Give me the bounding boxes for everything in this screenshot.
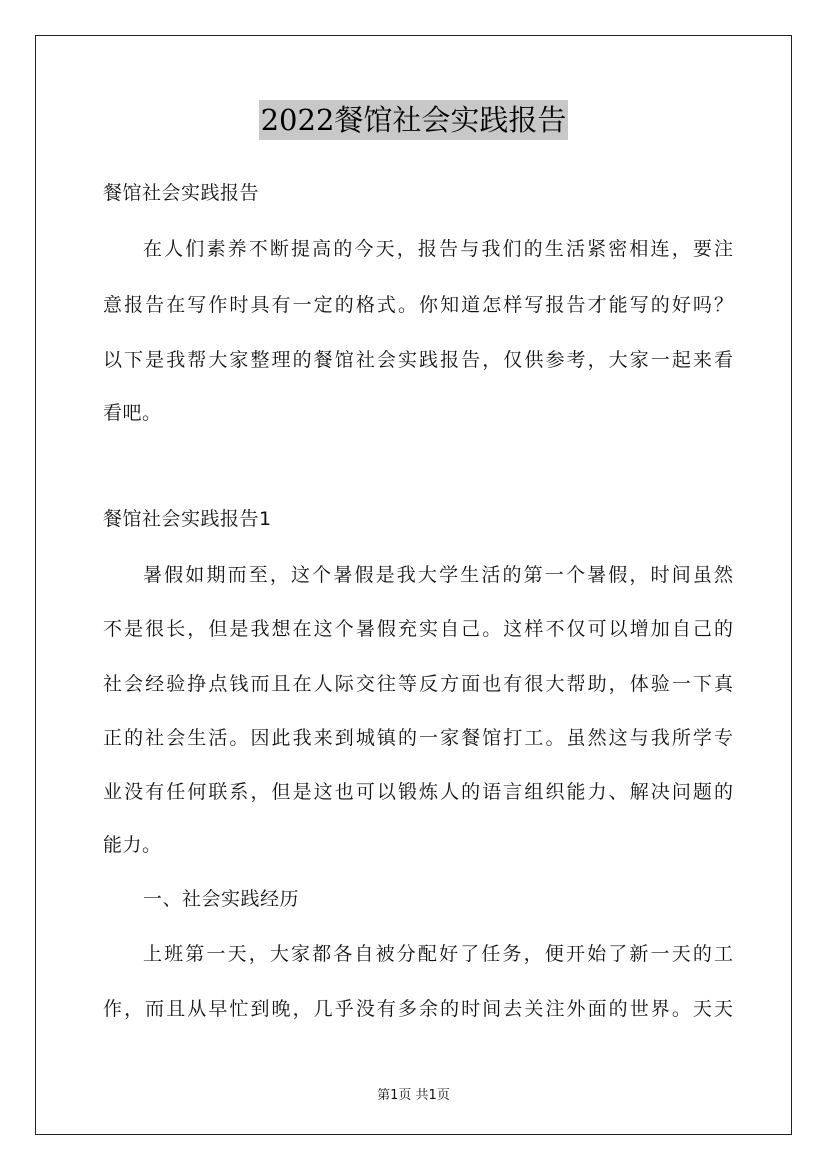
section-heading: 餐馆社会实践报告 — [103, 182, 260, 204]
paragraph-line: 不是很长，但是我想在这个暑假充实自己。这样不仅可以增加自己的 — [103, 618, 733, 640]
paragraph-line: 业没有任何联系，但是这也可以锻炼人的语言组织能力、解决问题的 — [103, 781, 733, 803]
subsection-heading: 一、社会实践经历 — [143, 888, 300, 910]
paragraph-line: 上班第一天，大家都各自被分配好了任务，便开始了新一天的工 — [143, 943, 733, 965]
paragraph-line: 能力。 — [103, 834, 162, 856]
page-number: 第1页 共1页 — [377, 1088, 450, 1103]
paragraph-line: 以下是我帮大家整理的餐馆社会实践报告，仅供参考，大家一起来看 — [103, 349, 733, 371]
paragraph-line: 在人们素养不断提高的今天，报告与我们的生活紧密相连，要注 — [143, 238, 733, 260]
paragraph-line: 暑假如期而至，这个暑假是我大学生活的第一个暑假，时间虽然 — [143, 564, 733, 586]
paragraph-line: 作，而且从早忙到晚，几乎没有多余的时间去关注外面的世界。天天 — [103, 998, 733, 1020]
paragraph-line: 正的社会生活。因此我来到城镇的一家餐馆打工。虽然这与我所学专 — [103, 727, 733, 749]
paragraph-line: 意报告在写作时具有一定的格式。你知道怎样写报告才能写的好吗？ — [103, 294, 733, 316]
paragraph-line: 社会经验挣点钱而且在人际交往等反方面也有很大帮助，体验一下真 — [103, 673, 733, 695]
document-title: 2022餐馆社会实践报告 — [259, 100, 569, 140]
paragraph-line: 看吧。 — [103, 402, 162, 424]
title-container — [0, 100, 827, 140]
section-heading: 餐馆社会实践报告1 — [103, 508, 272, 530]
